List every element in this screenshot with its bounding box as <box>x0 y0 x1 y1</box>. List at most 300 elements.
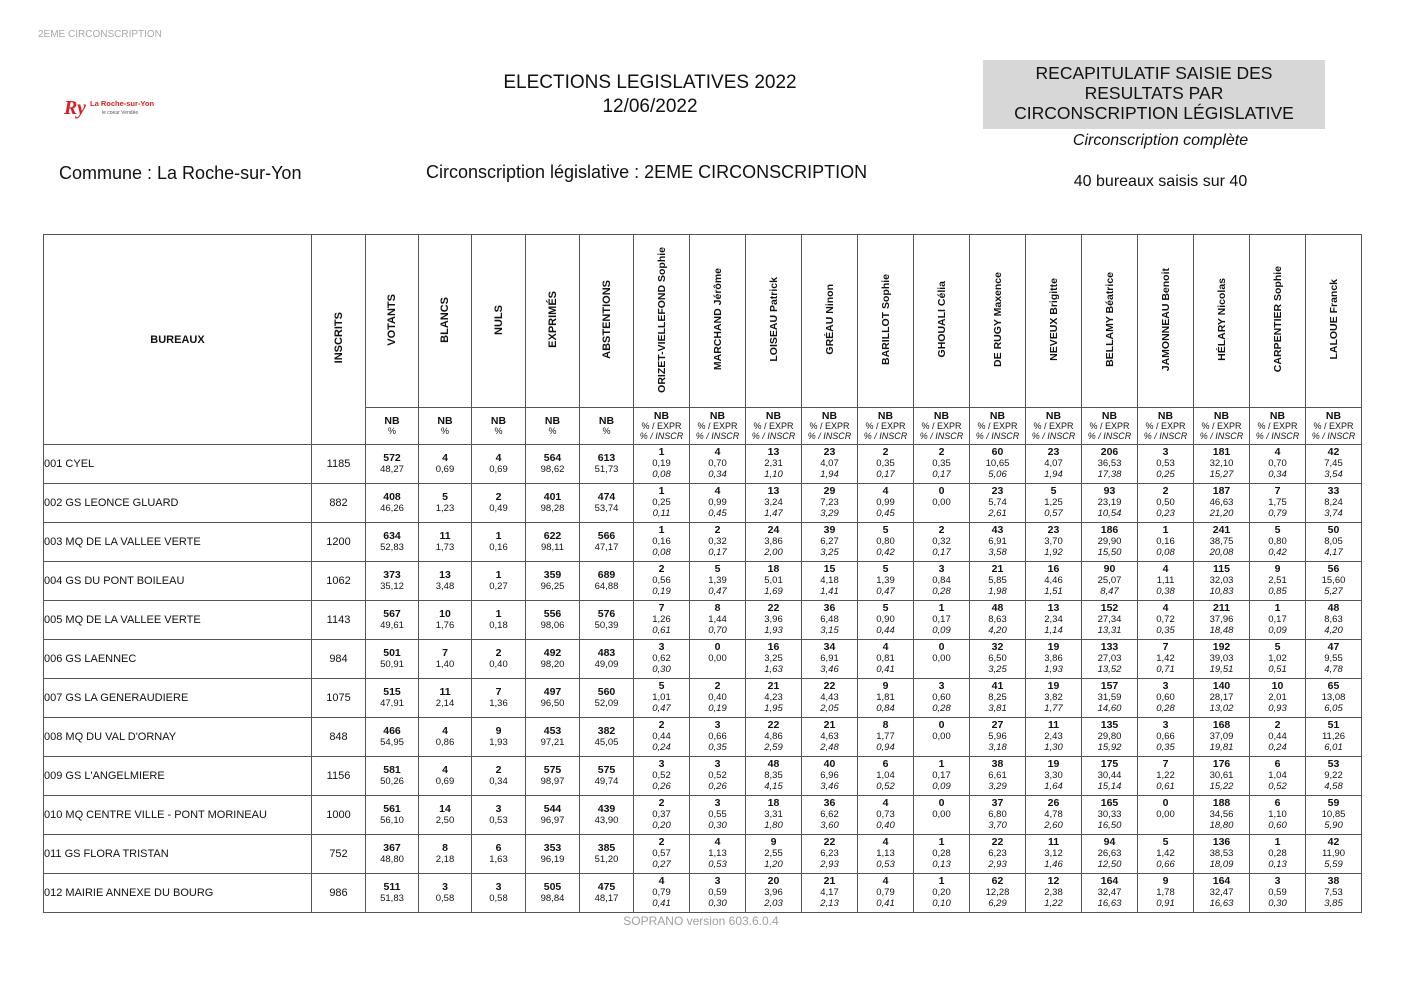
nb-label: NB <box>709 410 726 422</box>
stat-cell <box>472 718 526 757</box>
candidate-cell <box>914 679 970 718</box>
candidate-pct-expr: 0,59 <box>1268 887 1287 898</box>
candidate-pct-expr: 3,25 <box>764 653 783 664</box>
candidate-cell <box>690 562 746 601</box>
expr-label: % / EXPR <box>641 421 682 431</box>
candidate-cell <box>1250 757 1306 796</box>
header-circonscription-label: 2EME CIRCONSCRIPTION <box>38 29 162 40</box>
stat-count: 566 <box>597 530 616 542</box>
nb-label: NB <box>933 410 950 422</box>
candidate-votes: 39 <box>823 524 836 536</box>
inscrits-value: 848 <box>312 718 366 757</box>
candidate-pct-expr: 0,99 <box>708 497 727 508</box>
candidate-pct-expr: 8,35 <box>764 770 783 781</box>
candidate-pct-expr: 1,39 <box>876 575 895 586</box>
candidate-cell <box>634 523 690 562</box>
candidate-cell <box>802 562 858 601</box>
candidate-cell <box>858 640 914 679</box>
nb-label: NB <box>490 415 507 427</box>
stat-percent: 0,69 <box>435 776 455 787</box>
bureau-name: 004 GS DU PONT BOILEAU <box>44 562 312 601</box>
expr-label: % / EXPR <box>1033 421 1074 431</box>
candidate-pct-expr: 0,60 <box>932 692 951 703</box>
stat-count: 1 <box>495 569 502 581</box>
candidate-pct-expr: 0,32 <box>932 536 951 547</box>
candidate-pct-expr: 39,03 <box>1209 653 1234 664</box>
candidate-subheader <box>634 408 690 445</box>
candidate-pct-inscr: 0,28 <box>1156 703 1175 714</box>
stat-cell <box>419 601 472 640</box>
candidate-votes: 3 <box>1162 680 1169 692</box>
candidate-votes: 53 <box>1327 758 1340 770</box>
results-body <box>44 445 1362 913</box>
candidate-pct-expr: 30,61 <box>1209 770 1234 781</box>
candidate-cell <box>970 679 1026 718</box>
candidate-pct-expr: 3,24 <box>764 497 783 508</box>
candidate-votes: 9 <box>1162 875 1169 887</box>
candidate-pct-inscr: 0,28 <box>932 703 951 714</box>
candidate-votes: 2 <box>938 524 945 536</box>
candidate-pct-inscr: 0,30 <box>708 820 727 831</box>
candidate-votes: 21 <box>767 680 780 692</box>
candidate-cell <box>970 562 1026 601</box>
stat-percent: 0,53 <box>489 815 508 826</box>
commune-label: Commune : La Roche-sur-Yon <box>59 163 302 183</box>
candidate-pct-inscr: 16,50 <box>1097 820 1122 831</box>
pct-label: % <box>548 426 557 436</box>
candidate-pct-inscr: 0,61 <box>1156 781 1175 792</box>
candidate-pct-expr: 7,53 <box>1324 887 1343 898</box>
stat-count: 385 <box>597 842 616 854</box>
stat-count: 483 <box>597 647 616 659</box>
candidate-votes: 0 <box>938 641 945 653</box>
candidate-votes: 16 <box>767 641 780 653</box>
candidate-votes: 1 <box>658 485 665 497</box>
stat-cell <box>366 523 419 562</box>
bureau-name: 006 GS LAENNEC <box>44 640 312 679</box>
candidate-pct-inscr: 2,13 <box>820 898 839 909</box>
candidate-votes: 2 <box>714 524 721 536</box>
nb-label: NB <box>1157 410 1174 422</box>
logo-subtext: le coeur Vendée <box>102 110 139 116</box>
candidate-pct-expr: 1,78 <box>1156 887 1175 898</box>
candidate-votes: 4 <box>882 875 889 887</box>
candidate-pct-inscr: 4,78 <box>1324 664 1343 675</box>
candidate-votes: 7 <box>1162 758 1169 770</box>
candidate-cell <box>1194 835 1250 874</box>
stat-cell <box>580 835 634 874</box>
candidate-votes: 22 <box>991 836 1004 848</box>
stat-count: 367 <box>383 842 401 854</box>
stat-cell <box>472 562 526 601</box>
candidate-pct-expr: 3,96 <box>764 887 783 898</box>
stat-count: 492 <box>543 647 562 659</box>
candidate-votes: 23 <box>823 446 836 458</box>
candidate-pct-inscr: 1,93 <box>764 625 783 636</box>
candidate-pct-expr: 1,04 <box>1268 770 1287 781</box>
expr-label: % / EXPR <box>1145 421 1186 431</box>
candidate-votes: 23 <box>1047 524 1060 536</box>
candidate-header <box>690 235 746 408</box>
candidate-votes: 7 <box>1274 485 1281 497</box>
stat-percent: 1,73 <box>435 542 455 553</box>
candidate-pct-expr: 8,63 <box>988 614 1007 625</box>
results-table <box>43 234 1362 913</box>
candidate-cell <box>914 796 970 835</box>
inscr-label: % / INSCR <box>1199 431 1244 441</box>
candidate-pct-expr: 0,16 <box>1156 536 1175 547</box>
candidate-pct-inscr: 20,08 <box>1209 547 1234 558</box>
stat-cell <box>366 601 419 640</box>
candidate-cell <box>1026 523 1082 562</box>
candidate-pct-inscr: 3,15 <box>820 625 839 636</box>
table-row <box>44 601 1362 640</box>
stat-cell <box>419 835 472 874</box>
stat-cell <box>419 562 472 601</box>
candidate-pct-expr: 3,30 <box>1044 770 1063 781</box>
candidate-pct-expr: 6,91 <box>988 536 1007 547</box>
candidate-pct-inscr: 5,27 <box>1324 586 1343 597</box>
candidate-header <box>1138 235 1194 408</box>
inscr-label: % / INSCR <box>751 431 796 441</box>
stat-count: 564 <box>543 452 562 464</box>
nb-label: NB <box>765 410 782 422</box>
candidate-votes: 1 <box>658 524 665 536</box>
stat-percent: 43,90 <box>594 815 619 826</box>
candidate-pct-expr: 10,85 <box>1321 809 1346 820</box>
table-row <box>44 445 1362 484</box>
stat-count: 2 <box>495 764 502 776</box>
stat-percent: 96,97 <box>540 815 565 826</box>
candidate-pct-inscr: 1,20 <box>764 859 783 870</box>
stat-count: 4 <box>442 725 448 737</box>
bureau-name: 007 GS LA GENERAUDIERE <box>44 679 312 718</box>
stat-subheader <box>472 408 526 445</box>
candidate-votes: 11 <box>1047 836 1060 848</box>
candidate-pct-expr: 4,46 <box>1044 575 1063 586</box>
stat-cell <box>526 835 580 874</box>
candidate-header <box>1306 235 1362 408</box>
candidate-cell <box>1250 523 1306 562</box>
stat-cell <box>419 718 472 757</box>
stat-count: 544 <box>543 803 562 815</box>
candidate-pct-expr: 0,17 <box>932 770 951 781</box>
candidate-cell <box>1250 640 1306 679</box>
candidate-votes: 211 <box>1213 602 1230 614</box>
candidate-pct-inscr: 3,54 <box>1324 469 1343 480</box>
candidate-pct-inscr: 0,40 <box>876 820 895 831</box>
nb-label: NB <box>1325 410 1342 422</box>
candidate-votes: 241 <box>1212 524 1231 536</box>
stat-percent: 0,69 <box>435 464 455 475</box>
candidate-pct-inscr: 0,38 <box>1156 586 1175 597</box>
stat-percent: 1,36 <box>489 698 508 709</box>
candidate-pct-expr: 8,63 <box>1324 614 1343 625</box>
candidate-name: ORIZET-VIELLEFOND Sophie <box>655 246 668 393</box>
nb-label: NB <box>598 415 615 427</box>
stat-count: 11 <box>439 686 451 698</box>
table-row <box>44 757 1362 796</box>
candidate-votes: 37 <box>991 797 1004 809</box>
candidate-subheader <box>970 408 1026 445</box>
candidate-votes: 5 <box>1274 641 1281 653</box>
candidate-header <box>1250 235 1306 408</box>
candidate-votes: 1 <box>938 758 945 770</box>
candidate-cell <box>1194 601 1250 640</box>
candidate-cell <box>914 757 970 796</box>
candidate-pct-inscr: 0,70 <box>708 625 727 636</box>
candidate-cell <box>634 562 690 601</box>
stat-percent: 52,83 <box>380 542 404 553</box>
candidate-cell <box>1250 679 1306 718</box>
candidate-pct-inscr: 1,93 <box>1044 664 1063 675</box>
candidate-pct-expr: 3,12 <box>1044 848 1063 859</box>
candidate-pct-inscr: 2,05 <box>820 703 839 714</box>
candidate-votes: 11 <box>1047 719 1060 731</box>
candidate-cell <box>1194 796 1250 835</box>
candidate-pct-inscr: 3,46 <box>820 781 839 792</box>
candidate-votes: 3 <box>658 758 665 770</box>
candidate-pct-inscr: 3,18 <box>988 742 1007 753</box>
stat-cell <box>472 679 526 718</box>
candidate-votes: 0 <box>1162 797 1169 809</box>
nb-label: NB <box>653 410 670 422</box>
stat-percent: 2,18 <box>435 854 455 865</box>
candidate-votes: 1 <box>1274 836 1281 848</box>
candidate-pct-inscr: 15,27 <box>1209 469 1234 480</box>
candidate-votes: 48 <box>767 758 780 770</box>
table-row <box>44 796 1362 835</box>
candidate-pct-inscr: 13,52 <box>1097 664 1122 675</box>
candidate-votes: 18 <box>767 797 780 809</box>
candidate-cell <box>858 796 914 835</box>
candidate-votes: 4 <box>882 836 889 848</box>
candidate-pct-expr: 0,79 <box>876 887 895 898</box>
stat-percent: 0,69 <box>489 464 508 475</box>
candidate-votes: 4 <box>882 485 889 497</box>
candidate-cell <box>1138 640 1194 679</box>
candidate-pct-inscr: 1,46 <box>1044 859 1063 870</box>
stat-count: 3 <box>495 881 502 893</box>
candidate-votes: 93 <box>1103 485 1116 497</box>
stat-percent: 48,17 <box>594 893 619 904</box>
candidate-name: BELLAMY Béatrice <box>1103 272 1116 367</box>
table-row <box>44 835 1362 874</box>
candidate-votes: 187 <box>1212 485 1231 497</box>
candidate-pct-inscr: 1,51 <box>1044 586 1063 597</box>
candidate-pct-expr: 0,17 <box>1268 614 1287 625</box>
candidate-pct-expr: 6,80 <box>988 809 1007 820</box>
candidate-votes: 21 <box>823 875 836 887</box>
page-title: ELECTIONS LEGISLATIVES 2022 <box>503 72 797 93</box>
candidate-cell <box>1026 874 1082 913</box>
stat-percent: 64,88 <box>594 581 619 592</box>
stat-cell <box>419 445 472 484</box>
candidate-cell <box>1306 796 1362 835</box>
stat-cell <box>419 523 472 562</box>
stat-cell <box>472 757 526 796</box>
stat-count: 501 <box>383 647 401 659</box>
candidate-pct-inscr: 0,57 <box>1044 508 1063 519</box>
stat-percent: 98,20 <box>540 659 565 670</box>
candidate-votes: 136 <box>1212 836 1231 848</box>
candidate-pct-inscr: 2,48 <box>820 742 839 753</box>
candidate-pct-expr: 4,78 <box>1044 809 1063 820</box>
candidate-pct-expr: 10,65 <box>985 458 1010 469</box>
inscrits-value: 1000 <box>312 796 366 835</box>
stat-cell <box>472 874 526 913</box>
candidate-pct-inscr: 2,61 <box>988 508 1007 519</box>
candidate-cell <box>1194 523 1250 562</box>
candidate-pct-expr: 26,63 <box>1097 848 1122 859</box>
stat-count: 11 <box>439 530 451 542</box>
candidate-votes: 19 <box>1047 758 1060 770</box>
candidate-votes: 157 <box>1100 680 1119 692</box>
stat-count: 3 <box>495 803 502 815</box>
candidate-cell <box>802 757 858 796</box>
candidate-cell <box>1306 484 1362 523</box>
stat-cell <box>366 796 419 835</box>
candidate-cell <box>858 562 914 601</box>
candidate-votes: 1 <box>938 836 945 848</box>
candidate-pct-inscr: 2,00 <box>764 547 783 558</box>
candidate-pct-expr: 0,80 <box>1268 536 1287 547</box>
candidate-votes: 34 <box>823 641 836 653</box>
stat-percent: 0,27 <box>489 581 508 592</box>
candidate-cell <box>858 445 914 484</box>
candidate-cell <box>1082 523 1138 562</box>
candidate-pct-inscr: 18,09 <box>1209 859 1234 870</box>
stat-count: 475 <box>597 881 616 893</box>
candidate-votes: 3 <box>1274 875 1281 887</box>
candidate-pct-inscr: 1,47 <box>764 508 783 519</box>
candidate-pct-expr: 1,25 <box>1044 497 1063 508</box>
candidate-pct-expr: 4,43 <box>820 692 839 703</box>
candidate-cell <box>634 718 690 757</box>
candidate-cell <box>1026 835 1082 874</box>
expr-label: % / EXPR <box>865 421 906 431</box>
candidate-cell <box>914 523 970 562</box>
candidate-cell <box>1194 484 1250 523</box>
candidate-pct-expr: 0,35 <box>932 458 951 469</box>
inscrits-value: 1062 <box>312 562 366 601</box>
candidate-name: HÉLARY Nicolas <box>1215 278 1228 361</box>
candidate-pct-inscr: 0,28 <box>932 586 951 597</box>
candidate-pct-inscr: 0,91 <box>1156 898 1175 909</box>
candidate-votes: 65 <box>1327 680 1340 692</box>
candidate-header <box>746 235 802 408</box>
candidate-cell <box>970 445 1026 484</box>
candidate-votes: 1 <box>938 602 945 614</box>
candidate-pct-expr: 6,48 <box>820 614 839 625</box>
candidate-subheader <box>690 408 746 445</box>
candidate-cell <box>1194 679 1250 718</box>
stat-percent: 49,74 <box>594 776 619 787</box>
stat-percent: 96,25 <box>540 581 565 592</box>
candidate-cell <box>634 796 690 835</box>
stat-count: 1 <box>495 530 502 542</box>
candidate-pct-inscr: 3,74 <box>1324 508 1343 519</box>
candidate-pct-inscr: 0,84 <box>876 703 895 714</box>
nb-label: NB <box>384 415 400 427</box>
stat-percent: 1,23 <box>435 503 455 514</box>
nb-label: NB <box>1269 410 1286 422</box>
candidate-subheader <box>914 408 970 445</box>
stat-subheader <box>526 408 580 445</box>
candidate-votes: 2 <box>938 446 945 458</box>
candidate-pct-inscr: 1,64 <box>1044 781 1063 792</box>
candidate-pct-inscr: 0,47 <box>708 586 727 597</box>
circonscription-complete-label: Circonscription complète <box>1072 132 1249 149</box>
candidate-name: LOISEAU Patrick <box>767 277 780 362</box>
candidate-votes: 0 <box>938 719 945 731</box>
stat-percent: 56,10 <box>380 815 404 826</box>
candidate-votes: 0 <box>714 641 721 653</box>
candidate-name: LALOUE Franck <box>1327 279 1340 360</box>
candidate-pct-expr: 0,79 <box>652 887 671 898</box>
candidate-pct-inscr: 3,70 <box>988 820 1007 831</box>
stat-count: 14 <box>439 803 451 815</box>
candidate-votes: 0 <box>938 797 945 809</box>
candidate-pct-inscr: 0,23 <box>1156 508 1175 519</box>
candidate-cell <box>802 601 858 640</box>
stat-percent: 0,58 <box>435 893 455 904</box>
candidate-cell <box>746 835 802 874</box>
stat-count: 2 <box>495 647 502 659</box>
city-logo-mark <box>64 95 156 121</box>
inscr-label: % / INSCR <box>639 431 684 441</box>
stat-cell <box>366 679 419 718</box>
stat-count: 575 <box>543 764 562 776</box>
candidate-pct-inscr: 0,71 <box>1156 664 1175 675</box>
candidate-cell <box>1306 835 1362 874</box>
candidate-cell <box>858 523 914 562</box>
candidate-cell <box>914 718 970 757</box>
stat-percent: 54,95 <box>380 737 404 748</box>
candidate-pct-inscr: 6,01 <box>1324 742 1343 753</box>
candidate-cell <box>1082 640 1138 679</box>
candidate-pct-inscr: 0,30 <box>708 898 727 909</box>
candidate-pct-inscr: 0,09 <box>1268 625 1287 636</box>
stat-cell <box>526 523 580 562</box>
candidate-cell <box>1250 445 1306 484</box>
candidate-pct-expr: 2,34 <box>1044 614 1063 625</box>
candidate-pct-inscr: 3,29 <box>988 781 1007 792</box>
candidate-votes: 15 <box>823 563 836 575</box>
expr-label: % / EXPR <box>1313 421 1354 431</box>
candidate-pct-inscr: 3,85 <box>1324 898 1343 909</box>
candidate-pct-expr: 1,81 <box>876 692 895 703</box>
candidate-cell <box>802 835 858 874</box>
candidate-header <box>1026 235 1082 408</box>
candidate-votes: 2 <box>658 719 665 731</box>
candidate-pct-expr: 7,45 <box>1324 458 1343 469</box>
stat-count: 581 <box>383 764 401 776</box>
candidate-pct-expr: 27,03 <box>1097 653 1122 664</box>
candidate-pct-expr: 0,28 <box>932 848 951 859</box>
candidate-name: BARILLOT Sophie <box>879 274 892 365</box>
candidate-votes: 42 <box>1327 446 1340 458</box>
stat-percent: 98,06 <box>540 620 565 631</box>
candidate-cell <box>690 640 746 679</box>
candidate-pct-expr: 0,20 <box>932 887 951 898</box>
candidate-pct-inscr: 13,31 <box>1097 625 1122 636</box>
stat-count: 689 <box>597 569 616 581</box>
candidate-pct-inscr: 0,13 <box>1268 859 1287 870</box>
candidate-pct-expr: 32,47 <box>1209 887 1234 898</box>
stat-cell <box>472 835 526 874</box>
expr-label: % / EXPR <box>1257 421 1298 431</box>
